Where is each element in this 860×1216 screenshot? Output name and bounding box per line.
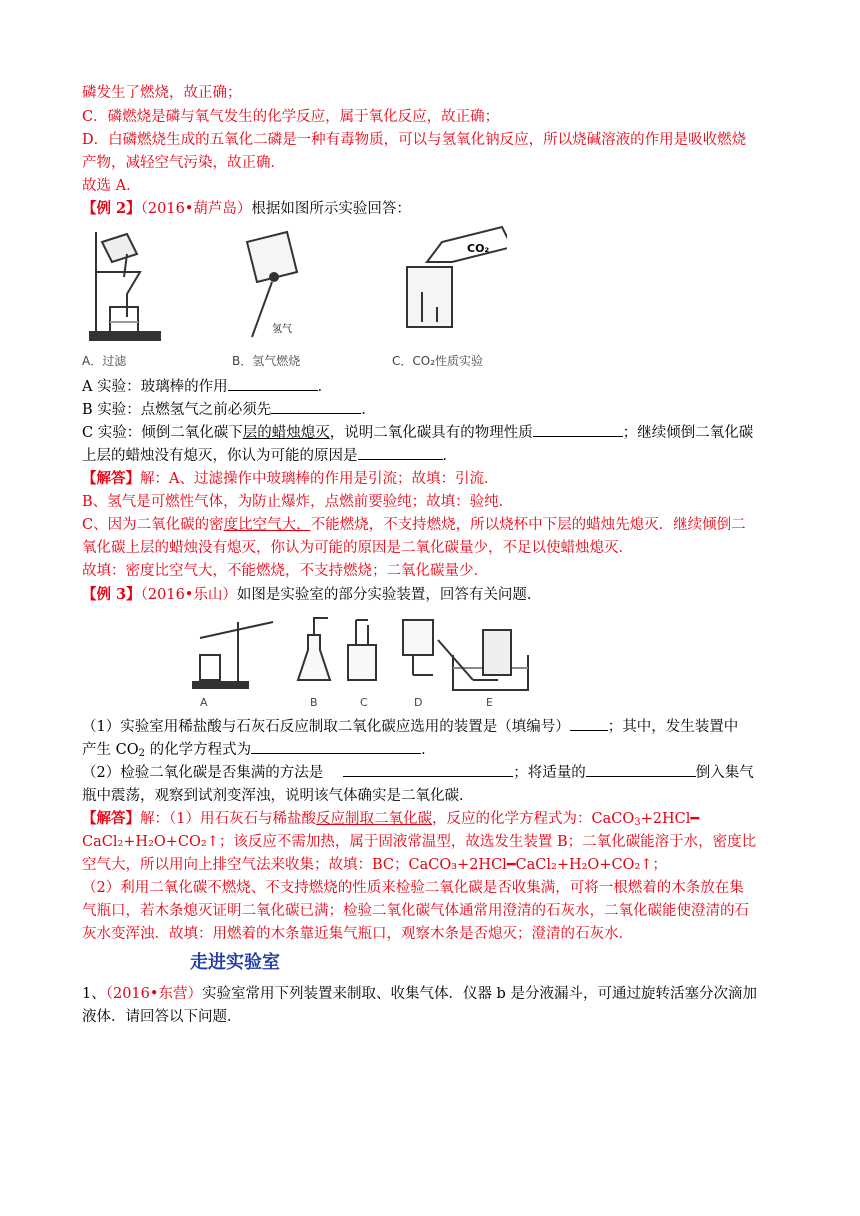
text-line: 故选 A． — [82, 178, 141, 194]
figure-label-d: D — [414, 696, 423, 709]
answer-line: 气瓶口，若木条熄灭证明二氧化碳已满；检验二氧化碳气体通常用澄清的石灰水，二氧化碳能使澄清的石 — [82, 903, 749, 919]
question-source: （2016•东营） — [105, 986, 202, 1002]
answer-line: 空气大，所以用向上排空气法来收集；故填：BC；CaCO₃+2HCl━CaCl₂+H₂O+CO₂↑； — [82, 857, 667, 873]
question-1-line2: 产生 $CO_2$ 的化学方程式为 ． — [82, 739, 436, 765]
answer-blank — [533, 422, 623, 437]
figure-label-a: A．过滤 — [82, 354, 127, 368]
stand-base — [90, 332, 160, 340]
answer-line: 故填：密度比空气大，不能燃烧，不支持燃烧；二氧化碳量少． — [82, 563, 488, 579]
answer-line: 氧化碳上层的蜡烛没有熄灭，你认为可能的原因是二氧化碳量少，不足以使蜡烛熄灭． — [82, 540, 633, 556]
example-text: 如图是实验室的部分实验装置，回答有关问题． — [236, 587, 542, 603]
example-3-header — [82, 584, 541, 606]
example-source: （2016•葫芦岛） — [140, 201, 252, 217]
section-title: 走进实验室 — [190, 952, 280, 973]
example-2-figure — [82, 222, 507, 372]
example-3-figure — [188, 610, 533, 710]
question-2-line1: （2）检验二氧化碳是否集满的方法是 ；将适量的 倒入集气 — [82, 762, 754, 784]
answer-blank — [586, 762, 696, 777]
answer-line: 灰水变浑浊．故填：用燃着的木条靠近集气瓶口，观察木条是否熄灭；澄清的石灰水． — [82, 926, 633, 942]
question-a: A 实验：玻璃棒的作用 ． — [82, 376, 332, 398]
figure-label-e: E — [486, 696, 493, 709]
figure-label-a: A — [200, 696, 208, 709]
answer-blank — [271, 399, 361, 414]
answer-line: C、因为二氧化碳的密度比空气大，不能燃烧，不支持燃烧，所以烧杯中下层的蜡烛先熄灭．继续倾倒二 — [82, 517, 746, 533]
figure-label-b: B．氢气燃烧 — [232, 354, 301, 368]
question-b: B 实验：点燃氢气之前必须先 ． — [82, 399, 376, 421]
answer-line: CaCl₂+H₂O+CO₂↑；该反应不需加热，属于固液常温型，故选发生装置 B；二氧化碳能溶于水，密度比 — [82, 834, 757, 850]
example-text: 根据如图所示实验回答： — [251, 201, 411, 217]
answer-line: （2）利用二氧化碳不燃烧、不支持燃烧的性质来检验二氧化碳是否收集满，可将一根燃着的木条放在集 — [82, 880, 744, 896]
text-line: D．白磷燃烧生成的五氧化二磷是一种有毒物质，可以与氢氧化钠反应，所以烧碱溶液的作用是吸收燃烧 — [82, 132, 747, 148]
text-line: 磷发生了燃烧，故正确； — [82, 85, 242, 101]
question-1-header: 1、（2016•东营）实验室常用下列装置来制取、收集气体．仪器 b 是分液漏斗，可通过旋转活塞分次滴加 — [82, 986, 757, 1002]
example-tag: 【例 2】 — [82, 200, 141, 217]
answer-blank — [228, 376, 318, 391]
question-c-line1: C 实验：倾倒二氧化碳下层的蜡烛熄灭，说明二氧化碳具有的物理性质 ；继续倾倒二氧化碳 — [82, 422, 753, 444]
example-tag: 【例 3】 — [82, 586, 141, 603]
question-1-text: 液体．请回答以下问题． — [82, 1009, 242, 1025]
example-source: （2016•乐山） — [140, 587, 237, 603]
text-line: 产物，减轻空气污染，故正确． — [82, 155, 285, 171]
question-1-line1: （1）实验室用稀盐酸与石灰石反应制取二氧化碳应选用的装置是（填编号） ；其中，发生装置中 — [82, 716, 738, 738]
co2-bottle-label: CO₂ — [467, 242, 490, 255]
hydrogen-label: 氢气 — [272, 324, 292, 335]
answer-line: 【解答】解：（1）用石灰石与稀盐酸反应制取二氧化碳，反应的化学方程式为：CaCO$_3$+2HCl━ — [82, 810, 700, 828]
question-2-line2: 瓶中震荡，观察到试剂变浑浊，说明该气体确实是二氧化碳． — [82, 788, 474, 804]
answer-tag: 【解答】 — [82, 810, 140, 827]
answer-line: 【解答】解：A、过滤操作中玻璃棒的作用是引流；故填：引流． — [82, 470, 499, 487]
figure-label-c: C．CO₂性质实验 — [392, 354, 484, 368]
figure-label-b: B — [310, 696, 318, 709]
answer-line: B、氢气是可燃性气体，为防止爆炸，点燃前要验纯；故填：验纯． — [82, 494, 514, 510]
question-c-line2: 上层的蜡烛没有熄灭，你认为可能的原因是 ． — [82, 445, 457, 467]
answer-tag: 【解答】 — [82, 470, 140, 487]
text-line: C．磷燃烧是磷与氧气发生的化学反应，属于氧化反应，故正确； — [82, 109, 500, 125]
figure-label-c: C — [360, 696, 368, 709]
answer-blank — [570, 716, 608, 731]
answer-blank — [343, 762, 513, 777]
answer-blank — [358, 445, 443, 460]
example-2-header — [82, 198, 411, 220]
answer-blank — [251, 739, 421, 754]
